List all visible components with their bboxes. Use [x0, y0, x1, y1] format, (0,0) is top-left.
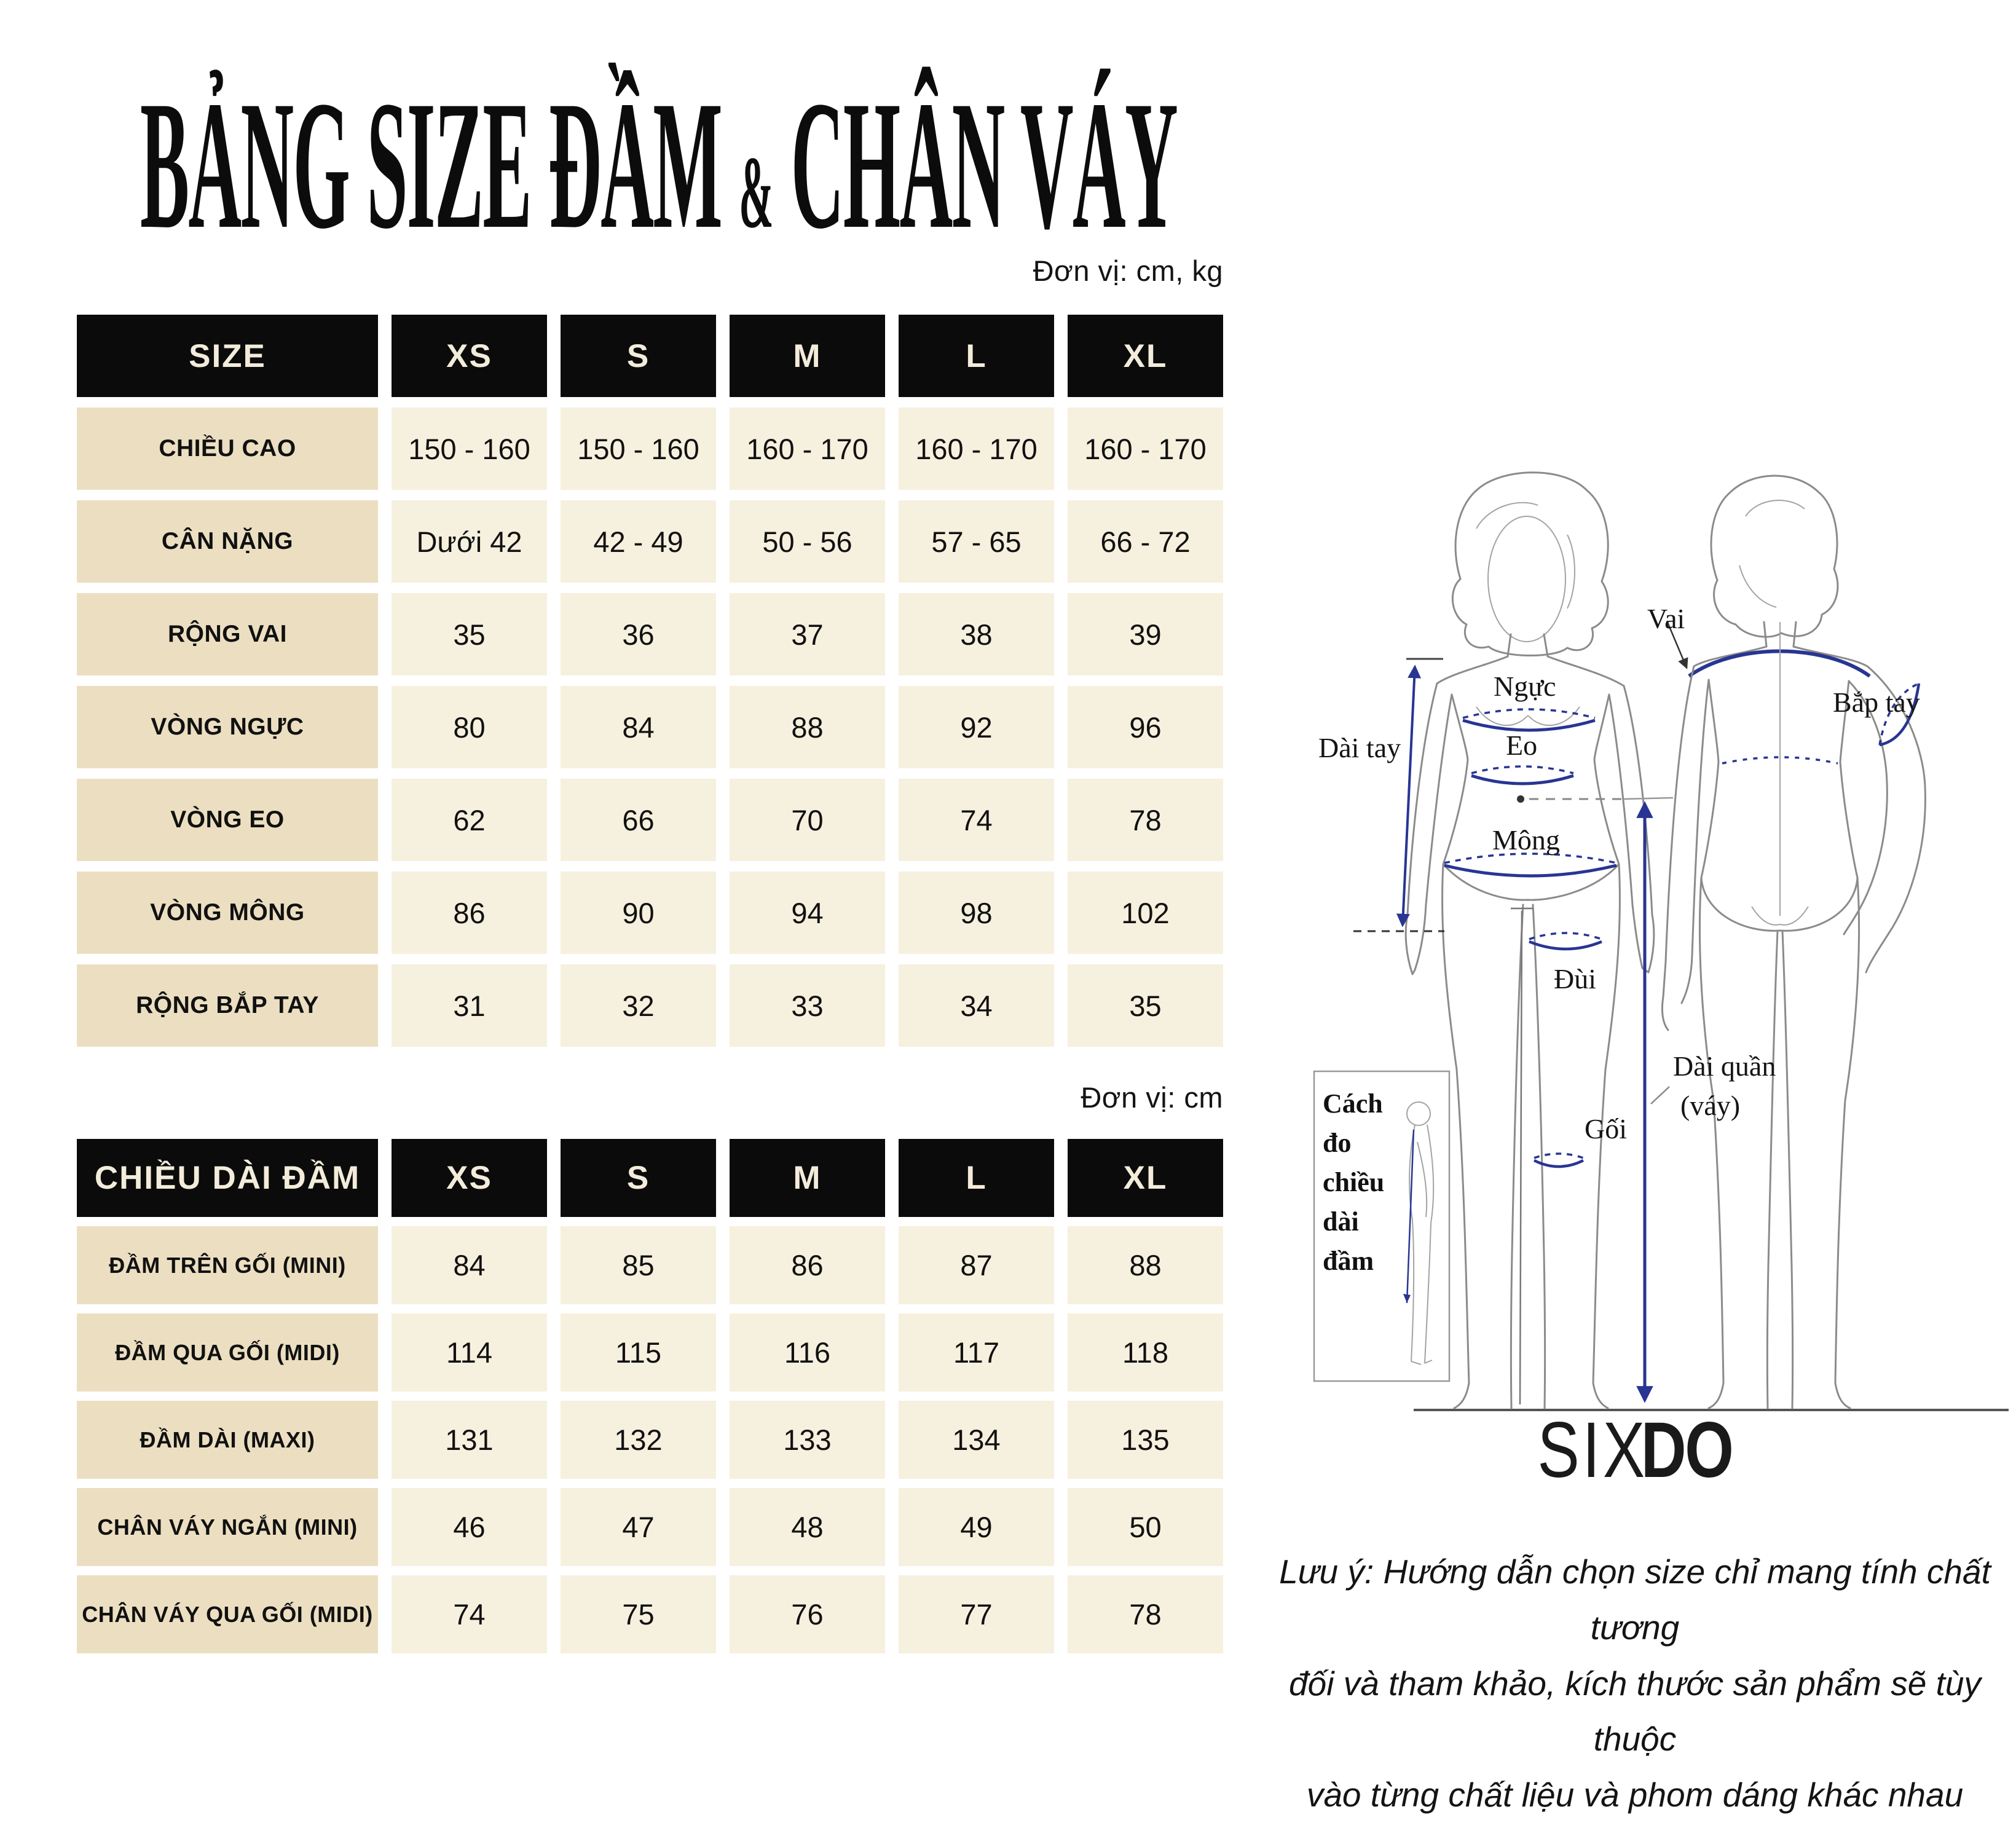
value-cell: 74	[392, 1575, 547, 1653]
value-cell: 70	[730, 779, 885, 861]
row-label-cell: RỘNG BẮP TAY	[77, 964, 378, 1047]
value-cell: 80	[392, 686, 547, 768]
label-bust: Ngực	[1494, 671, 1556, 702]
value-cell: 57 - 65	[899, 500, 1054, 583]
value-cell: 78	[1068, 1575, 1223, 1653]
title-main: BẢNG SIZE ĐẦM	[140, 63, 739, 267]
value-cell: 87	[899, 1226, 1054, 1304]
value-cell: 86	[730, 1226, 885, 1304]
row-label-cell: CHÂN VÁY QUA GỐI (MIDI)	[77, 1575, 378, 1653]
value-cell: Dưới 42	[392, 500, 547, 583]
measure-box-word: đầm	[1323, 1246, 1374, 1276]
value-cell: 47	[561, 1488, 716, 1566]
value-cell: 42 - 49	[561, 500, 716, 583]
label-garment-length-2: (váy)	[1680, 1090, 1741, 1121]
row-label-cell: CHIỀU CAO	[77, 408, 378, 490]
length-table-header-cell: XL	[1068, 1139, 1223, 1217]
value-cell: 49	[899, 1488, 1054, 1566]
footnote-line: vào từng chất liệu và phom dáng khác nhau	[1306, 1776, 1964, 1814]
row-label-cell: RỘNG VAI	[77, 593, 378, 675]
label-shoulder: Vai	[1647, 603, 1685, 634]
row-label-cell: CHÂN VÁY NGẮN (MINI)	[77, 1488, 378, 1566]
back-figure	[1662, 476, 1925, 1408]
row-label-cell: CÂN NẶNG	[77, 500, 378, 583]
value-cell: 85	[561, 1226, 716, 1304]
value-cell: 132	[561, 1401, 716, 1479]
length-table	[77, 1139, 1223, 1653]
value-cell: 33	[730, 964, 885, 1047]
unit-note-table1: Đơn vị: cm, kg	[1033, 254, 1223, 287]
label-arm-length: Dài tay	[1318, 732, 1401, 763]
value-cell: 135	[1068, 1401, 1223, 1479]
value-cell: 134	[899, 1401, 1054, 1479]
value-cell: 31	[392, 964, 547, 1047]
measure-box-word: chiều	[1323, 1167, 1385, 1197]
label-garment-length-1: Dài quần	[1673, 1050, 1776, 1082]
value-cell: 114	[392, 1313, 547, 1392]
measure-box-word: đo	[1323, 1128, 1352, 1158]
value-cell: 34	[899, 964, 1054, 1047]
footnote-line: đối và tham khảo, kích thước sản phẩm sẽ tùy thuộc	[1289, 1664, 1981, 1758]
value-cell: 75	[561, 1575, 716, 1653]
row-label-cell: VÒNG NGỰC	[77, 686, 378, 768]
row-label-cell: ĐẦM DÀI (MAXI)	[77, 1401, 378, 1479]
label-upper-arm: Bắp tay	[1833, 687, 1920, 718]
value-cell: 160 - 170	[899, 408, 1054, 490]
value-cell: 90	[561, 872, 716, 954]
title-ampersand: &	[739, 135, 774, 250]
length-table-header-cell: S	[561, 1139, 716, 1217]
value-cell: 86	[392, 872, 547, 954]
value-cell: 102	[1068, 872, 1223, 954]
label-waist: Eo	[1506, 730, 1538, 761]
size-table-header-cell: M	[730, 315, 885, 397]
measurement-diagram	[1260, 344, 2010, 1426]
length-table-header-cell: XS	[392, 1139, 547, 1217]
value-cell: 88	[1068, 1226, 1223, 1304]
size-table	[77, 315, 1223, 1047]
value-cell: 46	[392, 1488, 547, 1566]
row-label-cell: ĐẦM QUA GỐI (MIDI)	[77, 1313, 378, 1392]
size-table-header-cell: XL	[1068, 315, 1223, 397]
value-cell: 115	[561, 1313, 716, 1392]
value-cell: 39	[1068, 593, 1223, 675]
value-cell: 94	[730, 872, 885, 954]
size-table-header-cell: SIZE	[77, 315, 378, 397]
row-label-cell: VÒNG MÔNG	[77, 872, 378, 954]
value-cell: 32	[561, 964, 716, 1047]
value-cell: 38	[899, 593, 1054, 675]
label-hip: Mông	[1492, 824, 1560, 856]
measure-box-word: Cách	[1323, 1089, 1383, 1119]
length-table-header-cell: L	[899, 1139, 1054, 1217]
value-cell: 50 - 56	[730, 500, 885, 583]
value-cell: 84	[561, 686, 716, 768]
size-table-header-cell: XS	[392, 315, 547, 397]
footnote-line: Lưu ý: Hướng dẫn chọn size chỉ mang tính chất tương	[1279, 1553, 1991, 1647]
value-cell: 98	[899, 872, 1054, 954]
value-cell: 35	[1068, 964, 1223, 1047]
value-cell: 117	[899, 1313, 1054, 1392]
value-cell: 76	[730, 1575, 885, 1653]
brand-logo	[1335, 1406, 1935, 1494]
value-cell: 118	[1068, 1313, 1223, 1392]
value-cell: 133	[730, 1401, 885, 1479]
value-cell: 150 - 160	[561, 408, 716, 490]
value-cell: 131	[392, 1401, 547, 1479]
value-cell: 62	[392, 779, 547, 861]
value-cell: 84	[392, 1226, 547, 1304]
measure-box-word: dài	[1323, 1207, 1359, 1237]
value-cell: 50	[1068, 1488, 1223, 1566]
value-cell: 150 - 160	[392, 408, 547, 490]
value-cell: 116	[730, 1313, 885, 1392]
length-table-header-cell: CHIỀU DÀI ĐẦM	[77, 1139, 378, 1217]
value-cell: 78	[1068, 779, 1223, 861]
value-cell: 160 - 170	[1068, 408, 1223, 490]
brand-logo-do: DO	[1640, 1406, 1733, 1494]
label-knee: Gối	[1585, 1113, 1627, 1144]
label-thigh: Đùi	[1554, 963, 1596, 994]
value-cell: 74	[899, 779, 1054, 861]
value-cell: 77	[899, 1575, 1054, 1653]
value-cell: 37	[730, 593, 885, 675]
footnote	[1254, 1544, 2016, 1823]
value-cell: 36	[561, 593, 716, 675]
size-table-header-cell: L	[899, 315, 1054, 397]
size-table-header-cell: S	[561, 315, 716, 397]
value-cell: 88	[730, 686, 885, 768]
measure-box	[1314, 1071, 1449, 1381]
value-cell: 48	[730, 1488, 885, 1566]
page-title	[140, 63, 1178, 267]
brand-logo-six: SIX	[1537, 1406, 1648, 1494]
row-label-cell: VÒNG EO	[77, 779, 378, 861]
value-cell: 35	[392, 593, 547, 675]
title-rest: CHÂN VÁY	[773, 63, 1178, 267]
unit-note-table2: Đơn vị: cm	[1081, 1081, 1223, 1114]
length-table-header-cell: M	[730, 1139, 885, 1217]
value-cell: 66 - 72	[1068, 500, 1223, 583]
value-cell: 66	[561, 779, 716, 861]
row-label-cell: ĐẦM TRÊN GỐI (MINI)	[77, 1226, 378, 1304]
value-cell: 92	[899, 686, 1054, 768]
value-cell: 160 - 170	[730, 408, 885, 490]
value-cell: 96	[1068, 686, 1223, 768]
